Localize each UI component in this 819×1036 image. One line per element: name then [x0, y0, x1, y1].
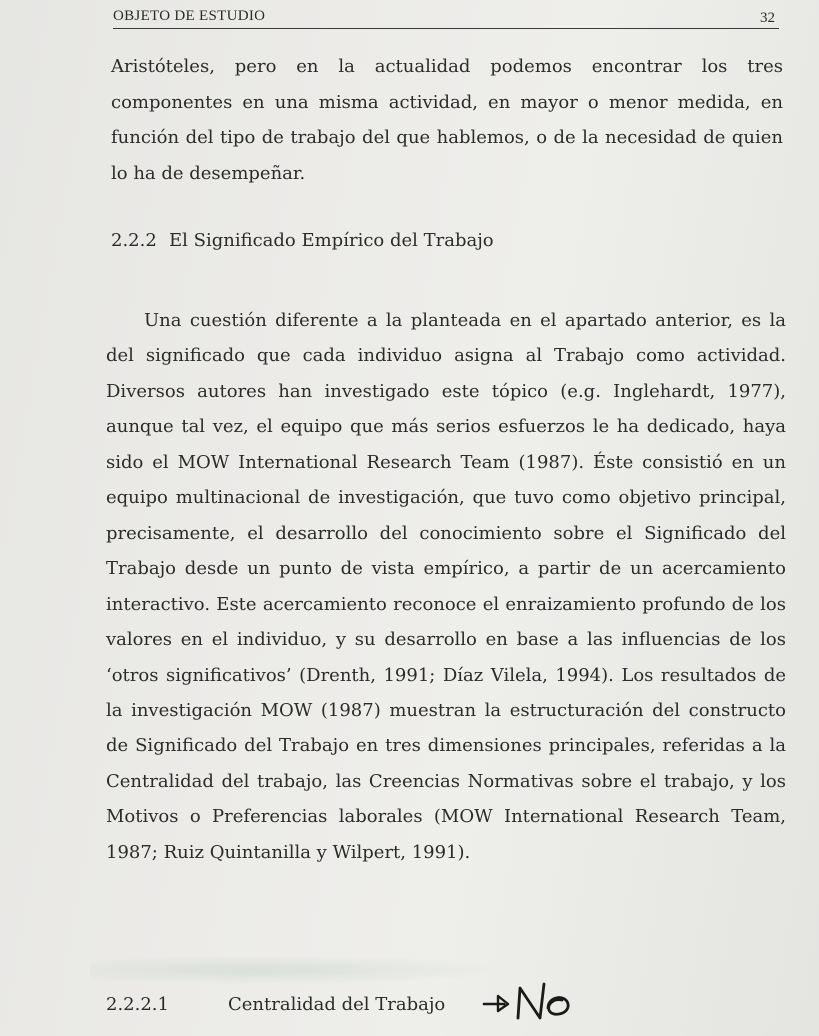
paragraph-continuation: Aristóteles, pero en la actualidad podemos encontrar los tres componentes en una misma actividad, en mayor o menor medida, en función del tipo de trabajo del que hablemos, o de la necesidad de quien lo ha de desempeñar.: [111, 56, 783, 185]
page-number: 32: [760, 10, 775, 26]
section-number: 2.2.2: [111, 230, 157, 251]
subsection-heading: [106, 994, 445, 1015]
subsection-number: 2.2.2.1: [106, 994, 169, 1015]
subsection-title: Centralidad del Trabajo: [228, 994, 446, 1015]
section-title: El Significado Empírico del Trabajo: [169, 230, 494, 251]
section-heading: [111, 230, 494, 251]
handwritten-o: [548, 998, 568, 1015]
header-title: OBJETO DE ESTUDIO: [113, 8, 266, 24]
running-header: [113, 6, 779, 29]
handwritten-n: [518, 984, 544, 1018]
paragraph-body: Una cuestión diferente a la planteada en el apartado anterior, es la del significado que cada individuo asigna al Trabajo como actividad. Diversos autores han investigado este tópico (e.g. Inglehardt, 1977), aunque tal vez, el equipo que más serios esfuerzos le ha dedicado, haya sido el MOW International Research Team (1987). Éste consistió en un equipo multinacional de investigación, que tuvo como objetivo principal, precisamente, el desarrollo del conocimiento sobre el Significado del Trabajo desde un punto de vista empírico, a partir de un acercamiento interactivo. Este acercamiento reconoce el enraizamiento profundo de los valores en el individuo, y su desarrollo en base a las influencias de los ‘otros significativos’ (Drenth, 1991; Díaz Vilela, 1994). Los resultados de la investigación MOW (1987) muestran la estructuración del constructo de Significado del Trabajo en tres dimensiones principales, referidas a la Centralidad del trabajo, las Creencias Normativas sobre el trabajo, y los Motivos o Preferencias laborales (MOW International Research Team, 1987; Ruiz Quintanilla y Wilpert, 1991).: [106, 310, 786, 863]
handwritten-annotation: [478, 978, 598, 1028]
paper-smudge: [90, 955, 510, 985]
